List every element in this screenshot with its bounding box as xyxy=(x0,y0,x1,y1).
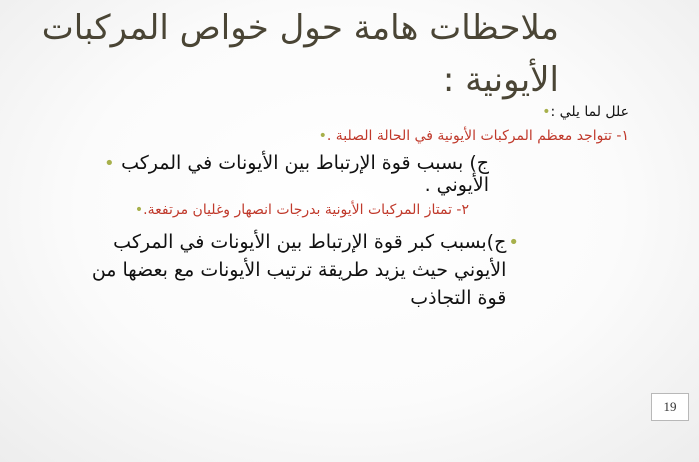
bullet-text: ٢- تمتاز المركبات الأيونية بدرجات انصهار وغليان مرتفعة. xyxy=(143,202,469,218)
bullet-text: علل لما يلي : xyxy=(550,104,629,120)
slide-title: ملاحظات هامة حول خواص المركبات الأيونية : xyxy=(41,8,559,100)
bullet-text: ج)بسبب كبر قوة الإرتباط بين الأيونات في المركب الأيوني حيث يزيد طريقة ترتيب الأيونات مع بعضها من قوة التجاذب xyxy=(91,231,507,309)
bullet-icon: • xyxy=(318,128,327,144)
bullet-item-question-1 xyxy=(80,128,629,144)
bullet-item-answer-1 xyxy=(80,152,629,196)
bullet-item-answer-2 xyxy=(80,228,629,312)
bullet-text: ١- تتواجد معظم المركبات الأيونية في الحالة الصلبة . xyxy=(326,128,629,144)
page-number: 19 xyxy=(651,393,689,421)
bullet-icon: • xyxy=(508,232,519,253)
bullet-icon: • xyxy=(542,104,551,120)
bullet-item-question-2 xyxy=(80,202,629,218)
bullet-icon: • xyxy=(104,153,115,174)
bullet-text: ج) بسبب قوة الإرتباط بين الأيونات في المركب الأيوني . xyxy=(121,152,489,196)
bullet-item-intro xyxy=(80,104,629,120)
bullet-icon: • xyxy=(134,202,144,218)
slide-body xyxy=(80,100,629,312)
